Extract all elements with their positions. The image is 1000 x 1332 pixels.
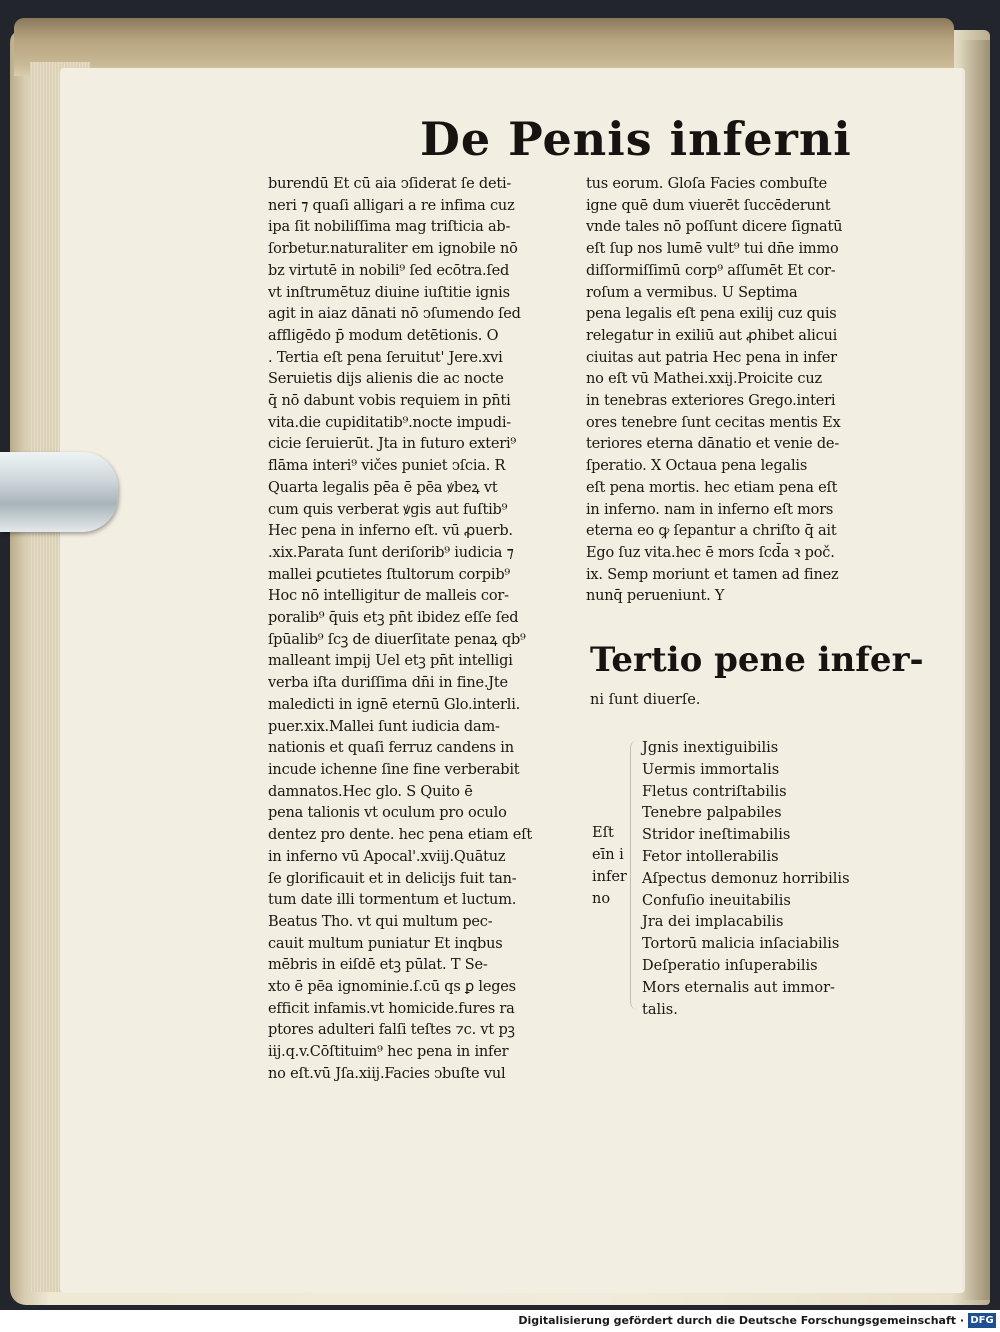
text-line: maledicti in ignē eternū Glo.interli. (268, 696, 521, 713)
text-line: . Tertia eſt pena ſeruitut' Jere.xvi (268, 349, 503, 366)
text-line: teriores eterna dānatio et venie de- (586, 436, 840, 453)
text-line: bz virtutē in nobili⁹ ſed ecōtra.ſed (268, 262, 510, 279)
text-line: pena legalis eſt pena exilij cuz quis (586, 306, 837, 323)
text-line: agit in aiaz dānati nō ↄſumendo ſed (268, 306, 521, 323)
text-line: Hoc nō intelligitur de malleis cor- (268, 588, 509, 605)
brace-item: Fetor intollerabilis (642, 848, 779, 865)
brace-item: Mors eternalis aut immor- (642, 979, 835, 996)
dfg-logo: DFG (968, 1313, 996, 1328)
text-line: nationis et quaſi ferruz candens in (268, 740, 514, 757)
text-line: ſorbetur.naturaliter em ignobile nō (268, 241, 518, 258)
text-line: ix. Semp moriunt et tamen ad finez (586, 566, 839, 583)
text-line: damnatos.Hec glo. S Quito ē (268, 783, 473, 800)
section-heading-continuation: ni ſunt diuerſe. (590, 692, 701, 708)
text-line: igne quē dum viuerēt ſuccēderunt (586, 197, 831, 214)
brace-item: Uermis immortalis (642, 761, 780, 778)
brace-item: Fletus contriſtabilis (642, 783, 787, 800)
text-line: eſt pena mortis. hec etiam pena eſt (586, 479, 838, 496)
text-line: incude ichenne ſine fine verberabit (268, 761, 520, 778)
text-line: q̄ nō dabunt vobis requiem in pn̄ti (268, 393, 511, 410)
text-line: ſpūalib⁹ ſcꝫ de diuerſitate penaꝝ qb⁹ (268, 631, 526, 648)
brace-label-line: infer (592, 869, 627, 885)
text-line: flāma interi⁹ vičes puniet ↄſcia. R (268, 458, 506, 475)
brace-item: Jgnis inextiguibilis (642, 740, 779, 756)
text-line: Quarta legalis pēa ē pēa ꝟbeꝝ vt (268, 479, 498, 496)
text-line: Ego ſuz vita.hec ē mors ſcd̄a ꝛ poč. (586, 544, 835, 561)
text-column-right (586, 174, 842, 608)
brace-item: talis. (642, 1001, 678, 1018)
text-line: verba iſta duriſſima dn̄i in fine.Jte (268, 675, 508, 692)
text-line: tum date illi tormentum et luctum. (268, 892, 517, 909)
text-line: malleant impij Uel etꝫ pn̄t intelligi (268, 653, 513, 670)
text-line: ores tenebre ſunt cecitas mentis Ex (586, 414, 841, 431)
text-line: no eſt vū Mathei.xxij.Proicite cuz (586, 371, 822, 388)
text-line: Beatus Tho. vt qui multum pec- (268, 913, 493, 930)
brace-label-line: no (592, 891, 611, 907)
brace-bracket (630, 740, 641, 1010)
page-title: De Penis inferni (420, 112, 852, 166)
text-line: dentez pro dente. hec pena etiam eſt (268, 827, 532, 844)
text-column-left (268, 174, 532, 1086)
text-line: neri ⁊ quaſi alligari a re infima cuz (268, 197, 515, 214)
text-line: burendū Et cū aia ↄſiderat ſe deti- (268, 176, 512, 192)
text-line: eterna eo ꝙ ſepantur a chriſto q̄ ait (586, 523, 837, 540)
text-line: no eſt.vū Jſa.xiij.Facies ↄbuſte vul (268, 1065, 506, 1082)
brace-item: Deſperatio inſuperabilis (642, 957, 818, 974)
brace-item: Aſpectus demonuz horribilis (642, 870, 850, 887)
text-line: puer.xix.Mallei ſunt iudicia dam- (268, 718, 500, 735)
text-line: poralib⁹ q̄uis etꝫ pn̄t ibidez eſſe ſed (268, 610, 519, 627)
text-line: relegatur in exiliū aut ꝓhibet alicui (586, 327, 838, 344)
text-line: nunq̄ perueniunt. Y (586, 588, 725, 605)
text-line: vnde tales nō poſſunt dicere ſignatū (586, 219, 843, 236)
text-line: efficit infamis.vt homicide.fures ra (268, 1000, 515, 1017)
page-shadow (960, 40, 990, 1300)
page-clip (0, 452, 118, 532)
text-line: cum quis verberat ꝟgis aut fuſtib⁹ (268, 501, 508, 518)
text-line: cauit multum puniatur Et inqbus (268, 935, 503, 952)
text-line: roſum a vermibus. U Septima (586, 284, 798, 301)
text-line: ptores adulteri falſi teſtes ⁊c. vt pꝫ (268, 1022, 515, 1039)
text-line: mallei ꝑcutietes ſtultorum corpib⁹ (268, 566, 511, 583)
footer-credit: Digitalisierung gefördert durch die Deutsche Forschungsgemeinschaft · (518, 1314, 964, 1327)
text-line: xto ē pēa ignominie.ſ.cū qs ꝑ leges (268, 979, 516, 996)
text-line: eſt ſup nos lumē vult⁹ tui dn̄e immo (586, 241, 839, 258)
footer-bar (0, 1310, 1000, 1332)
brace-item: Tenebre palpabiles (642, 805, 782, 822)
text-line: vt inſtrumētuz diuine iuſtitie ignis (268, 284, 510, 301)
text-line: pena talionis vt oculum pro oculo (268, 805, 507, 822)
text-line: ipa ſit nobiliſſima mag triſticia ab- (268, 219, 511, 236)
text-line: in inferno. nam in inferno eſt mors (586, 501, 834, 518)
brace-label-line: Eſt (592, 825, 614, 841)
brace-item: Jra dei implacabilis (642, 914, 784, 931)
text-line: diſſormiſſimū corp⁹ aſſumēt Et cor- (586, 262, 836, 279)
text-line: ſe glorificauit et in delicijs fuit tan- (268, 870, 517, 887)
brace-item: Stridor ineſtimabilis (642, 827, 791, 844)
text-line: Hec pena in inferno eſt. vū ꝓuerb. (268, 523, 513, 540)
text-line: tus eorum. Gloſa Facies combuſte (586, 176, 828, 192)
brace-label (592, 822, 627, 910)
text-line: cicie ſeruierūt. Jta in futuro exteri⁹ (268, 436, 517, 453)
text-line: iij.q.v.Cōſtituim⁹ hec pena in infer (268, 1044, 509, 1061)
text-line: mēbris in eiſdē etꝫ pūlat. T Se- (268, 957, 488, 974)
brace-item: Tortorū malicia inſaciabilis (642, 936, 840, 953)
brace-list (642, 738, 850, 1021)
section-heading: Tertio pene infer- (590, 640, 924, 680)
text-line: vita.die cupiditatib⁹.nocte impudi- (268, 414, 511, 431)
text-line: in inferno vū Apocal'.xviij.Quātuz (268, 848, 506, 865)
text-line: affligēdo p̄ modum detētionis. O (268, 327, 499, 344)
text-line: in tenebras exteriores Grego.interi (586, 393, 836, 410)
brace-item: Confuſio ineuitabilis (642, 892, 791, 909)
text-line: Seruietis dijs alienis die ac nocte (268, 371, 504, 388)
brace-label-line: eīn i (592, 847, 624, 863)
text-line: ciuitas aut patria Hec pena in infer (586, 349, 837, 366)
text-line: .xix.Parata ſunt deriſorib⁹ iudicia ⁊ (268, 544, 514, 561)
text-line: ſperatio. X Octaua pena legalis (586, 458, 808, 475)
